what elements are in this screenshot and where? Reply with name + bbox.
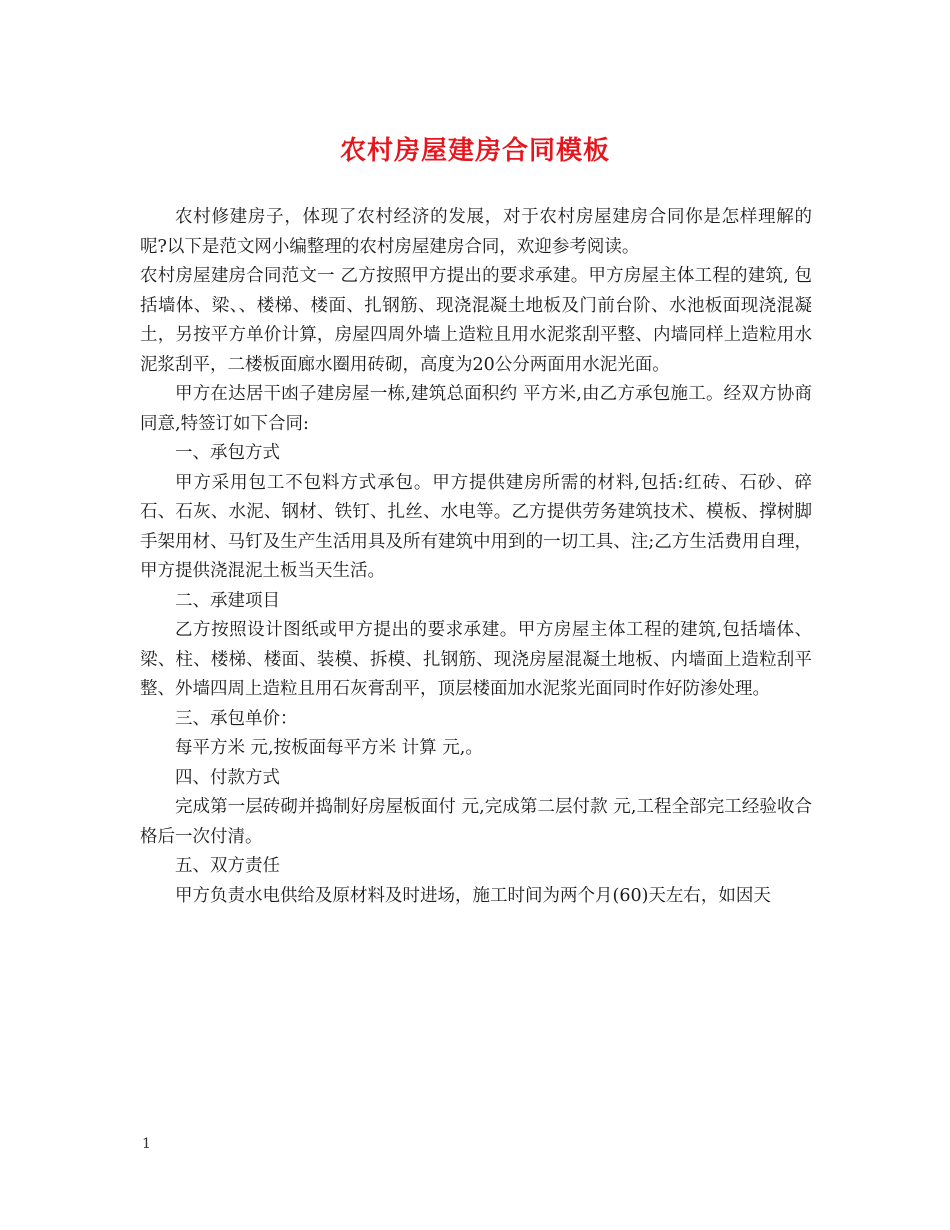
paragraph-responsibilities: 甲方负责水电供给及原材料及时进场，施工时间为两个月(60)天左右，如因天 <box>175 885 771 906</box>
paragraph-contract-method: 甲方采用包工不包料方式承包。甲方提供建房所需的材料,包括:红砖、石砂、碎石、石灰、水泥、钢材、铁钉、扎丝、水电等。乙方提供劳务建筑技术、模板、撑树脚手架用材、马钉及生产生活用具及所有建筑中用到的一切工具、注;乙方生活费用自理，甲方提供浇混泥土板当天生活。 <box>140 472 812 581</box>
page-number: 1 <box>142 1136 151 1152</box>
section-heading-unit-price: 三、承包单价： <box>175 708 298 729</box>
document-body <box>140 203 812 911</box>
paragraph-sample-one: 农村房屋建房合同范文一 乙方按照甲方提出的要求承建。甲方房屋主体工程的建筑, 包括墙体、梁、、楼梯、楼面、扎钢筋、现浇混凝土地板及门前台阶、水池板面现浇混凝土，另按平方单价计算，房屋四周外墙上造粒且用水泥浆刮平整、内墙同样上造粒用水泥浆刮平，二楼板面廊水圈用砖砌，高度为20公分两面用水泥光面。 <box>140 266 812 375</box>
section-heading-payment: 四、付款方式 <box>175 767 280 788</box>
paragraph-payment: 完成第一层砖砌并捣制好房屋板面付 元,完成第二层付款 元,工程全部完工经验收合格后一次付清。 <box>140 797 812 847</box>
paragraph-overview: 甲方在达居干凼子建房屋一栋,建筑总面积约 平方米,由乙方承包施工。经双方协商同意,特签订如下合同: <box>140 384 812 434</box>
paragraph-unit-price: 每平方米 元,按板面每平方米 计算 元,。 <box>175 738 483 758</box>
section-heading-contract-method: 一、承包方式 <box>175 443 280 463</box>
paragraph-intro: 农村修建房子，体现了农村经济的发展，对于农村房屋建房合同你是怎样理解的呢?以下是范文网小编整理的农村房屋建房合同，欢迎参考阅读。 <box>140 207 812 257</box>
document-title: 农村房屋建房合同模板 <box>339 136 610 166</box>
section-heading-project: 二、承建项目 <box>175 590 280 611</box>
paragraph-project: 乙方按照设计图纸或甲方提出的要求承建。甲方房屋主体工程的建筑,包括墙体、梁、柱、楼梯、楼面、装模、拆模、扎钢筋、现浇房屋混凝土地板、内墙面上造粒刮平整、外墙四周上造粒且用石灰膏刮平，顶层楼面加水泥浆光面同时作好防渗处理。 <box>140 620 812 699</box>
section-heading-responsibilities: 五、双方责任 <box>175 856 280 876</box>
